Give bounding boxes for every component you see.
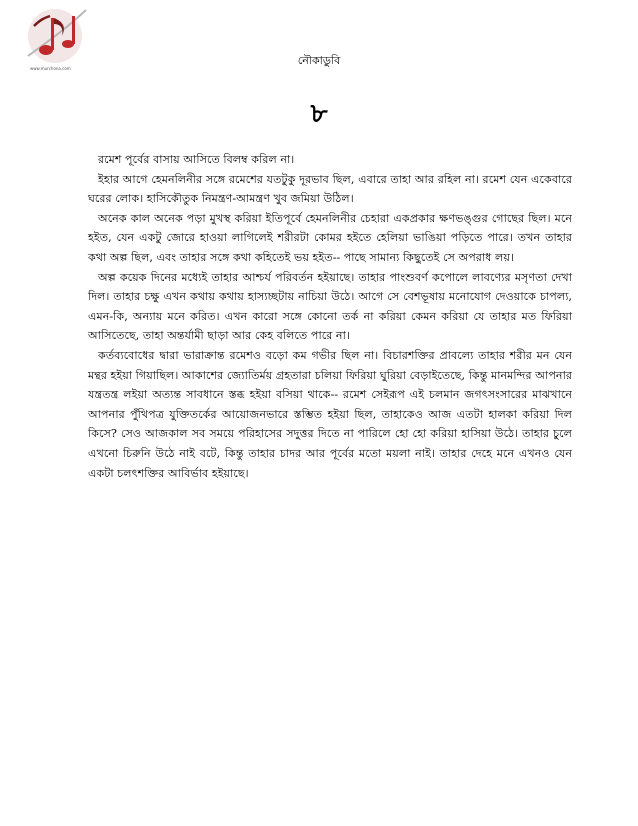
paragraph: অনেক কাল অনেক পড়া মুখস্থ করিয়া ইতিপূর্বে হেমনলিনীর চেহারা একপ্রকার ক্ষণভঙ্গুর গোছের ছিল। মনে হইত, যেন একটু জোরে হাওয়া লাগিলেই শরীরটা কোমর হইতে হেলিয়া ভাঙিয়া পড়িতে পারে। তখন তাহার কথা অল্প ছিল, এবং তাহার সঙ্গে কথা কহিতেই ভয় হইত-- পাছে সামান্য কিছুতেই সে অপরাধ লয়। xyxy=(88,211,572,264)
logo-url: www.murchona.com xyxy=(30,66,71,71)
chapter-number: ৮ xyxy=(310,99,328,129)
paragraph: কর্তব্যবোধের দ্বারা ভারাক্রান্ত রমেশও বড়ো কম গভীর ছিল না। বিচারশক্তির প্রাবল্যে তাহার শরীর মন যেন মন্থর হইয়া গিয়াছিল। আকাশের জ্যোতির্ময় গ্রহতারা চলিয়া ফিরিয়া ঘুরিয়া বেড়াইতেছে, কিন্তু মানমন্দির আপনার যন্ত্রতন্ত্র লইয়া অত্যন্ত সাবধানে স্তব্ধ হইয়া বসিয়া থাকে-- রমেশ সেইরূপ এই চলমান জগৎসংসারের মাঝখানে আপনার পুঁথিপত্র যুক্তিতর্কের আয়োজনভারে স্তম্ভিত হইয়া ছিল, তাহাকেও আজ এতটা হালকা করিয়া দিল কিসে? সেও আজকাল সব সময়ে পরিহাসের সদুত্তর দিতে না পারিলে হো হো করিয়া হাসিয়া উঠে। তাহার চুলে এখনো চিরুনি উঠে নাই বটে, কিন্তু তাহার চাদর আর পূর্বের মতো ময়লা নাই। তাহার দেহে মনে এখনও যেন একটা চলৎশক্তির আবির্ভাব হইয়াছে। xyxy=(88,348,572,480)
chapter-body xyxy=(88,150,572,483)
paragraph: রমেশ পূর্বের বাসায় আসিতে বিলম্ব করিল না। xyxy=(98,153,295,166)
running-title: নৌকাডুবি xyxy=(297,54,341,67)
paragraph: ইহার আগে হেমনলিনীর সঙ্গে রমেশের যতটুকু দূরভাব ছিল, এবারে তাহা আর রহিল না। রমেশ যেন একেবারে ঘরের লোক। হাসিকৌতুক নিমন্ত্রণ-আমন্ত্রণ খুব জমিয়া উঠিল। xyxy=(88,172,572,206)
paragraph: অল্প কয়েক দিনের মধ্যেই তাহার আশ্চর্য পরিবর্তন হইয়াছে। তাহার পাংশুবর্ণ কপোলে লাবণ্যের মসৃণতা দেখা দিল। তাহার চক্ষু এখন কথায় কথায় হাস্যচ্ছটায় নাচিয়া উঠে। আগে সে বেশভূষায় মনোযোগ দেওয়াকে চাপল্য, এমন-কি, অন্যায় মনে করিত। এখন কারো সঙ্গে কোনো তর্ক না করিয়া কেমন করিয়া যে তাহার মত ফিরিয়া আসিতেছে, তাহা অন্তর্যামী ছাড়া আর কেহ বলিতে পারে না। xyxy=(88,270,572,343)
